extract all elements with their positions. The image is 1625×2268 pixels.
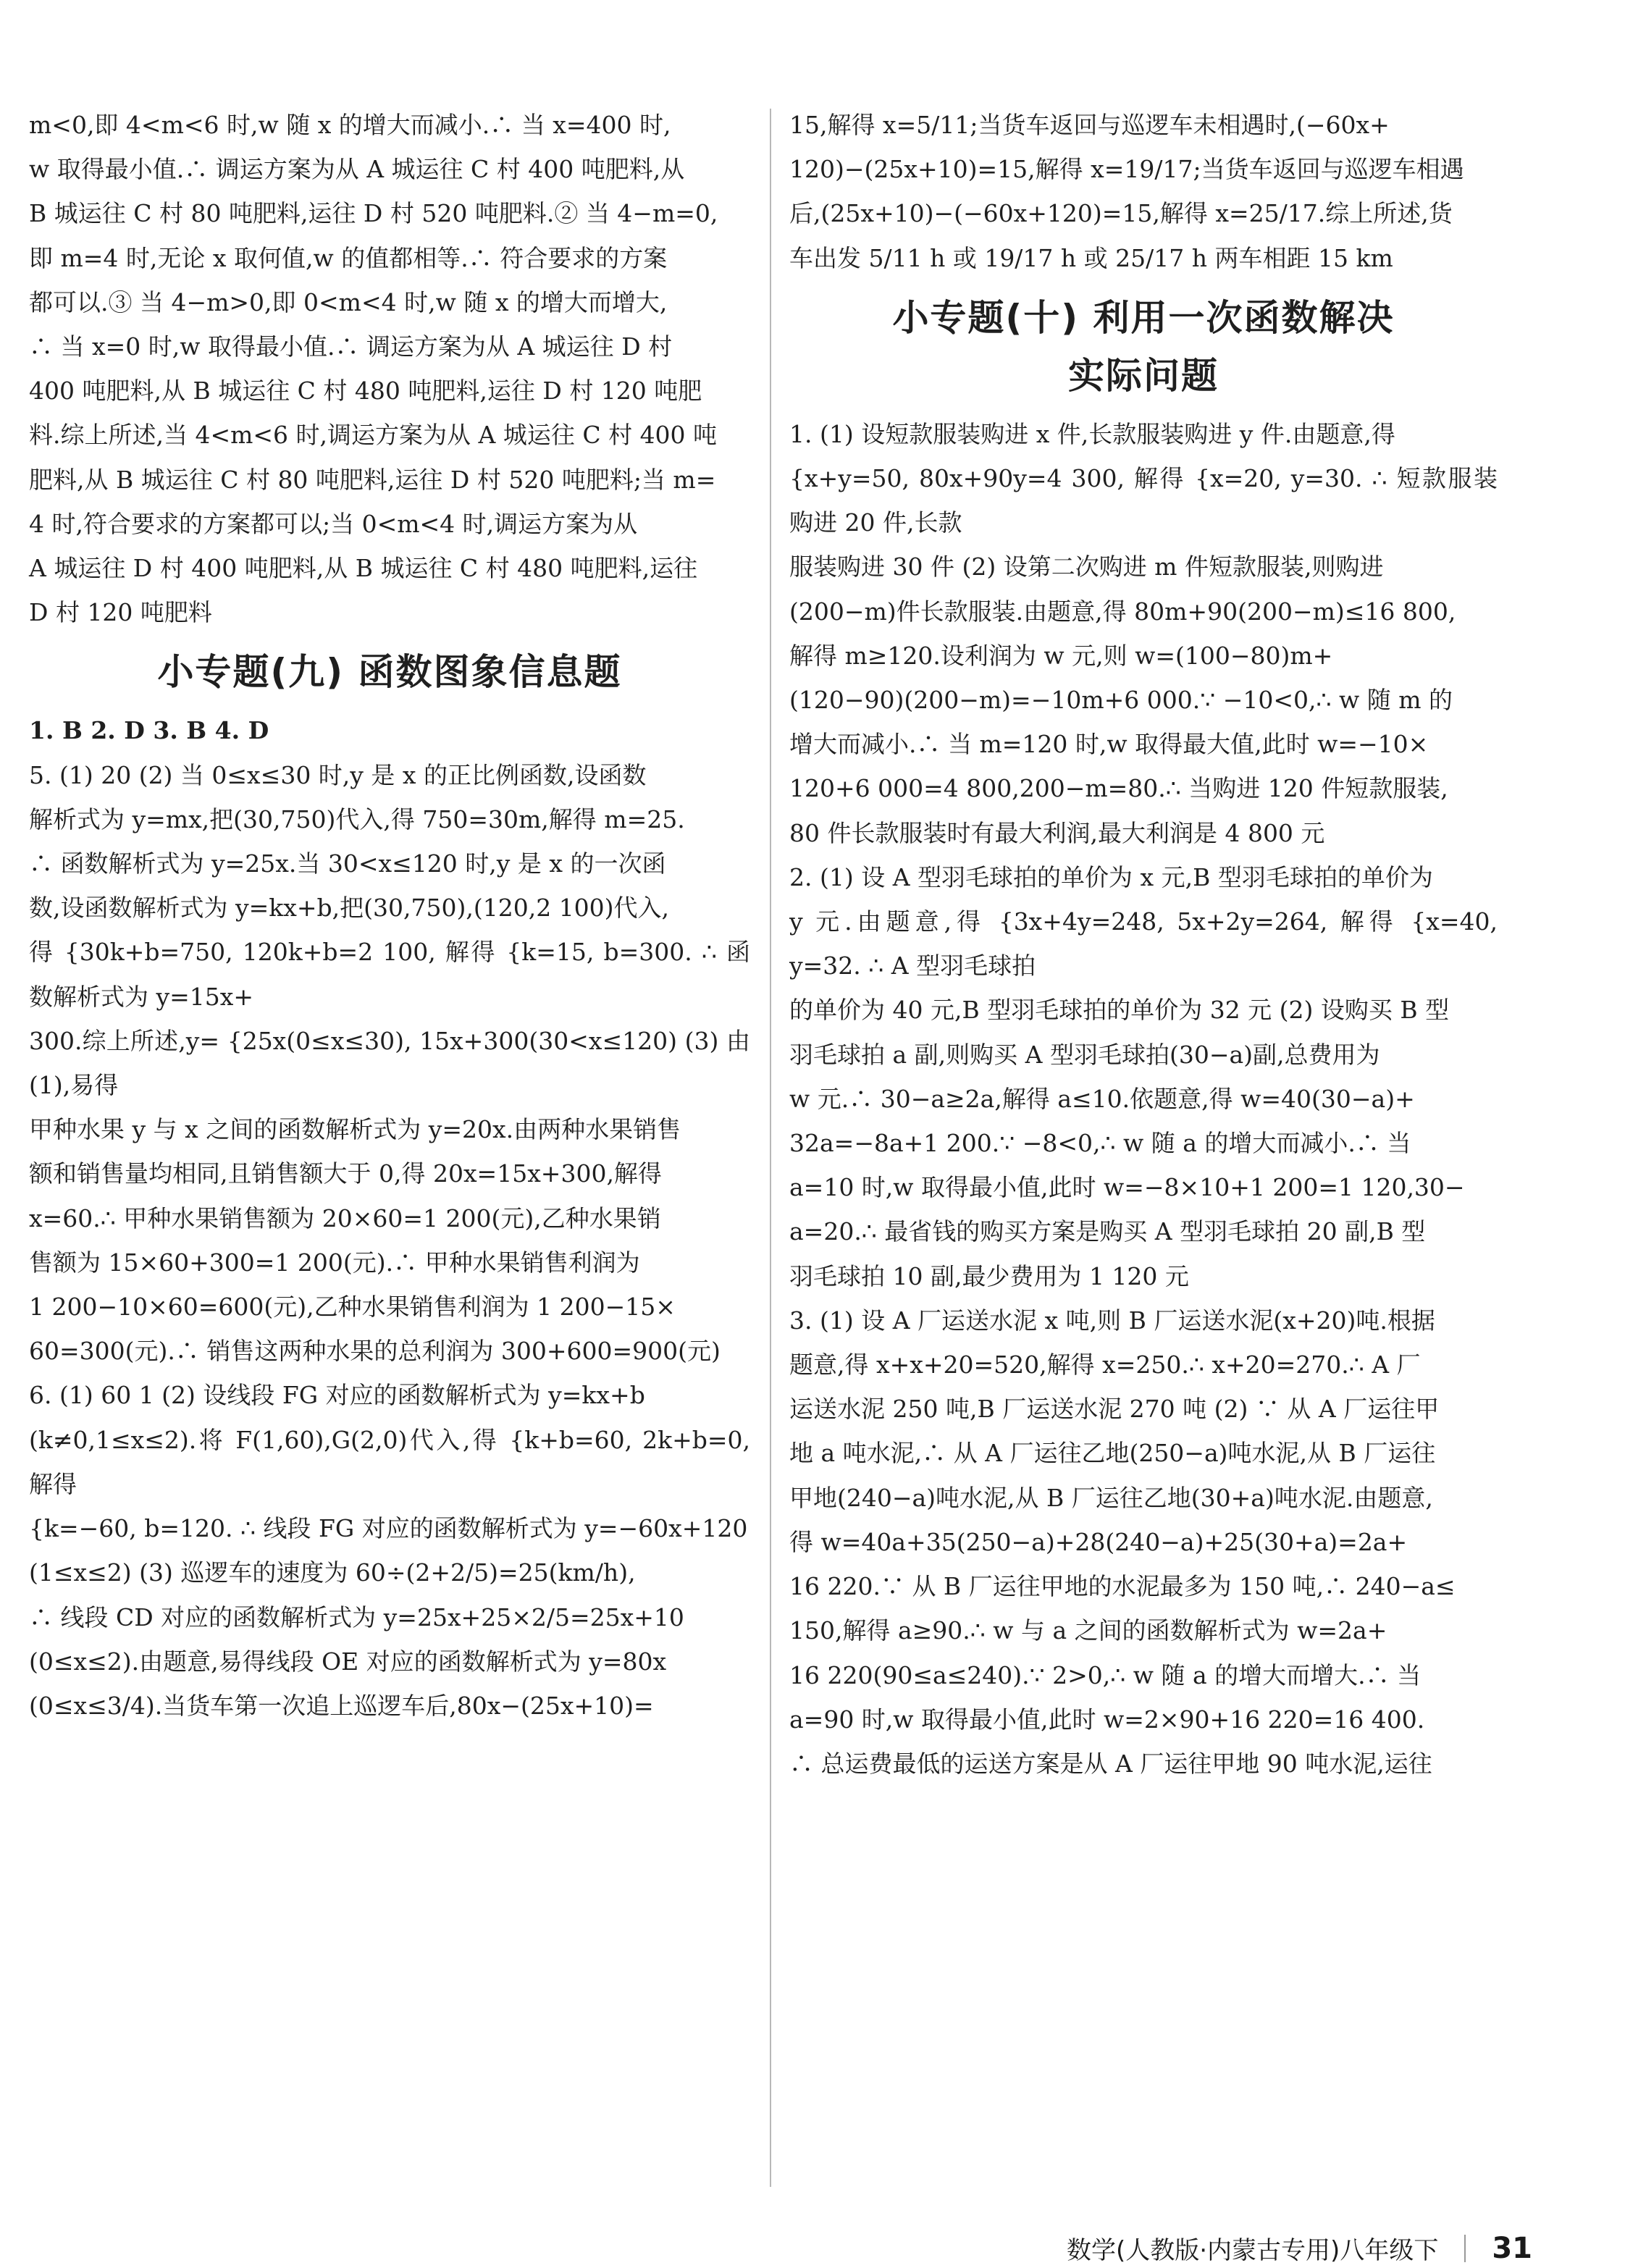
text-line: 得 {30k+b=750, 120k+b=2 100, 解得 {k=15, b=300. ∴ 函数解析式为 y=15x+ bbox=[29, 938, 750, 1011]
text-line: (200−m)件长款服装.由题意,得 80m+90(200−m)≤16 800, bbox=[789, 597, 1456, 626]
section-10-title-line-1: 小专题(十) 利用一次函数解决 bbox=[892, 296, 1395, 339]
text-line: 羽毛球拍 10 副,最少费用为 1 120 元 bbox=[789, 1261, 1189, 1290]
left-column bbox=[29, 0, 750, 1728]
section-9-title: 小专题(九) 函数图象信息题 bbox=[157, 651, 622, 694]
text-line: 服装购进 30 件 (2) 设第二次购进 m 件短款服装,则购进 bbox=[789, 553, 1384, 581]
text-line: 售额为 15×60+300=1 200(元).∴ 甲种水果销售利润为 bbox=[29, 1248, 640, 1277]
text-line: {k=−60, b=120. ∴ 线段 FG 对应的函数解析式为 y=−60x+120 bbox=[29, 1514, 748, 1543]
text-line: {x+y=50, 80x+90y=4 300, 解得 {x=20, y=30. ∴ 短款服装购进 20 件,长款 bbox=[789, 464, 1498, 537]
text-line: 6. (1) 60 1 (2) 设线段 FG 对应的函数解析式为 y=kx+b bbox=[29, 1381, 645, 1410]
text-line: (1≤x≤2) (3) 巡逻车的速度为 60÷(2+2/5)=25(km/h), bbox=[29, 1558, 636, 1587]
column-divider bbox=[770, 109, 771, 2187]
text-line: 2. (1) 设 A 型羽毛球拍的单价为 x 元,B 型羽毛球拍的单价为 bbox=[789, 862, 1433, 891]
section-10-body bbox=[789, 412, 1498, 1786]
text-line: 得 w=40a+35(250−a)+28(240−a)+25(30+a)=2a+ bbox=[789, 1527, 1408, 1556]
text-line: 1. (1) 设短款服装购进 x 件,长款服装购进 y 件.由题意,得 bbox=[789, 419, 1395, 448]
page-number: 31 bbox=[1492, 2231, 1532, 2265]
text-line: 解得 m≥120.设利润为 w 元,则 w=(100−80)m+ bbox=[789, 641, 1333, 670]
text-line: 150,解得 a≥90.∴ w 与 a 之间的函数解析式为 w=2a+ bbox=[789, 1616, 1387, 1645]
text-line: 400 吨肥料,从 B 城运往 C 村 480 吨肥料,运往 D 村 120 吨肥 bbox=[29, 377, 702, 406]
text-line: 羽毛球拍 a 副,则购买 A 型羽毛球拍(30−a)副,总费用为 bbox=[789, 1040, 1380, 1069]
section-9-body bbox=[29, 708, 750, 1728]
text-line: 运送水泥 250 吨,B 厂运送水泥 270 吨 (2) ∵ 从 A 厂运往甲 bbox=[789, 1395, 1440, 1424]
footer-separator bbox=[1464, 2235, 1466, 2262]
text-line: 增大而减小.∴ 当 m=120 时,w 取得最大值,此时 w=−10× bbox=[789, 730, 1429, 759]
page-footer bbox=[1067, 2230, 1532, 2266]
text-line: 60=300(元).∴ 销售这两种水果的总利润为 300+600=900(元) bbox=[29, 1337, 721, 1366]
text-line: ∴ 函数解析式为 y=25x.当 30<x≤120 时,y 是 x 的一次函 bbox=[29, 849, 666, 878]
text-line: 都可以.③ 当 4−m>0,即 0<m<4 时,w 随 x 的增大而增大, bbox=[29, 287, 668, 316]
text-line: 16 220(90≤a≤240).∵ 2>0,∴ w 随 a 的增大而增大.∴ 当 bbox=[789, 1660, 1422, 1689]
text-line: 甲地(240−a)吨水泥,从 B 厂运往乙地(30+a)吨水泥.由题意, bbox=[789, 1483, 1433, 1512]
text-line: 120)−(25x+10)=15,解得 x=19/17;当货车返回与巡逻车相遇 bbox=[789, 155, 1464, 184]
text-line: m<0,即 4<m<6 时,w 随 x 的增大而减小.∴ 当 x=400 时, bbox=[29, 111, 671, 139]
intro-block bbox=[29, 103, 750, 634]
text-line: ∴ 总运费最低的运送方案是从 A 厂运往甲地 90 吨水泥,运往 bbox=[789, 1749, 1432, 1778]
text-line: a=90 时,w 取得最小值,此时 w=2×90+16 220=16 400. bbox=[789, 1705, 1425, 1734]
text-line: 解析式为 y=mx,把(30,750)代入,得 750=30m,解得 m=25. bbox=[29, 805, 685, 833]
text-line: w 元.∴ 30−a≥2a,解得 a≤10.依题意,得 w=40(30−a)+ bbox=[789, 1084, 1415, 1113]
text-line: ∴ 线段 CD 对应的函数解析式为 y=25x+25×2/5=25x+10 bbox=[29, 1603, 684, 1631]
answers-1-4: 1. B 2. D 3. B 4. D bbox=[29, 716, 269, 745]
text-line: 1 200−10×60=600(元),乙种水果销售利润为 1 200−15× bbox=[29, 1293, 676, 1322]
text-line: y 元.由题意,得 {3x+4y=248, 5x+2y=264, 解得 {x=40, y=32. ∴ A 型羽毛球拍 bbox=[789, 907, 1498, 980]
right-column bbox=[789, 0, 1498, 1786]
text-line: 32a=−8a+1 200.∵ −8<0,∴ w 随 a 的增大而减小.∴ 当 bbox=[789, 1129, 1411, 1158]
text-line: 甲种水果 y 与 x 之间的函数解析式为 y=20x.由两种水果销售 bbox=[29, 1115, 681, 1144]
text-line: A 城运往 D 村 400 吨肥料,从 B 城运往 C 村 480 吨肥料,运往 bbox=[29, 554, 698, 583]
text-line: 肥料,从 B 城运往 C 村 80 吨肥料,运往 D 村 520 吨肥料;当 m= bbox=[29, 465, 716, 494]
text-line: a=10 时,w 取得最小值,此时 w=−8×10+1 200=1 120,30− bbox=[789, 1173, 1465, 1202]
text-line: 题意,得 x+x+20=520,解得 x=250.∴ x+20=270.∴ A 厂 bbox=[789, 1351, 1421, 1379]
text-line: (0≤x≤2).由题意,易得线段 OE 对应的函数解析式为 y=80x bbox=[29, 1647, 667, 1676]
section-10-title bbox=[789, 289, 1498, 405]
text-line: 车出发 5/11 h 或 19/17 h 或 25/17 h 两车相距 15 km bbox=[789, 243, 1393, 272]
text-line: 的单价为 40 元,B 型羽毛球拍的单价为 32 元 (2) 设购买 B 型 bbox=[789, 996, 1450, 1025]
text-line: 4 时,符合要求的方案都可以;当 0<m<4 时,调运方案为从 bbox=[29, 509, 638, 538]
text-line: 120+6 000=4 800,200−m=80.∴ 当购进 120 件短款服装, bbox=[789, 774, 1448, 803]
continuation-block bbox=[789, 103, 1498, 280]
text-line: 即 m=4 时,无论 x 取何值,w 的值都相等.∴ 符合要求的方案 bbox=[29, 243, 668, 272]
text-line: 15,解得 x=5/11;当货车返回与巡逻车未相遇时,(−60x+ bbox=[789, 111, 1390, 139]
text-line: 地 a 吨水泥,∴ 从 A 厂运往乙地(250−a)吨水泥,从 B 厂运往 bbox=[789, 1439, 1436, 1468]
text-line: ∴ 当 x=0 时,w 取得最小值.∴ 调运方案为从 A 城运往 D 村 bbox=[29, 332, 673, 361]
text-line: x=60.∴ 甲种水果销售额为 20×60=1 200(元),乙种水果销 bbox=[29, 1204, 661, 1232]
text-line: 5. (1) 20 (2) 当 0≤x≤30 时,y 是 x 的正比例函数,设函数 bbox=[29, 760, 647, 789]
text-line: (120−90)(200−m)=−10m+6 000.∵ −10<0,∴ w 随 m 的 bbox=[789, 686, 1453, 715]
text-line: 16 220.∵ 从 B 厂运往甲地的水泥最多为 150 吨,∴ 240−a≤ bbox=[789, 1572, 1456, 1601]
text-line: w 取得最小值.∴ 调运方案为从 A 城运往 C 村 400 吨肥料,从 bbox=[29, 155, 685, 184]
text-line: B 城运往 C 村 80 吨肥料,运往 D 村 520 吨肥料.② 当 4−m=0, bbox=[29, 199, 718, 228]
text-line: 数,设函数解析式为 y=kx+b,把(30,750),(120,2 100)代入, bbox=[29, 894, 670, 923]
text-line: 后,(25x+10)−(−60x+120)=15,解得 x=25/17.综上所述,货 bbox=[789, 199, 1453, 228]
text-line: 额和销售量均相同,且销售额大于 0,得 20x=15x+300,解得 bbox=[29, 1159, 662, 1188]
text-line: a=20.∴ 最省钱的购买方案是购买 A 型羽毛球拍 20 副,B 型 bbox=[789, 1217, 1426, 1246]
section-10-title-line-2: 实际问题 bbox=[1068, 354, 1219, 397]
text-line: 80 件长款服装时有最大利润,最大利润是 4 800 元 bbox=[789, 818, 1325, 847]
book-label: 数学(人教版·内蒙古专用)八年级下 bbox=[1066, 2236, 1439, 2265]
text-line: 料.综上所述,当 4<m<6 时,调运方案为从 A 城运往 C 村 400 吨 bbox=[29, 421, 718, 450]
text-line: (k≠0,1≤x≤2).将 F(1,60),G(2,0)代入,得 {k+b=60, 2k+b=0, 解得 bbox=[29, 1425, 750, 1498]
text-line: (0≤x≤3/4).当货车第一次追上巡逻车后,80x−(25x+10)= bbox=[29, 1691, 654, 1720]
text-line: D 村 120 吨肥料 bbox=[29, 598, 212, 627]
text-line: 3. (1) 设 A 厂运送水泥 x 吨,则 B 厂运送水泥(x+20)吨.根据 bbox=[789, 1306, 1435, 1335]
text-line: 300.综上所述,y= {25x(0≤x≤30), 15x+300(30<x≤120) (3) 由(1),易得 bbox=[29, 1026, 750, 1100]
